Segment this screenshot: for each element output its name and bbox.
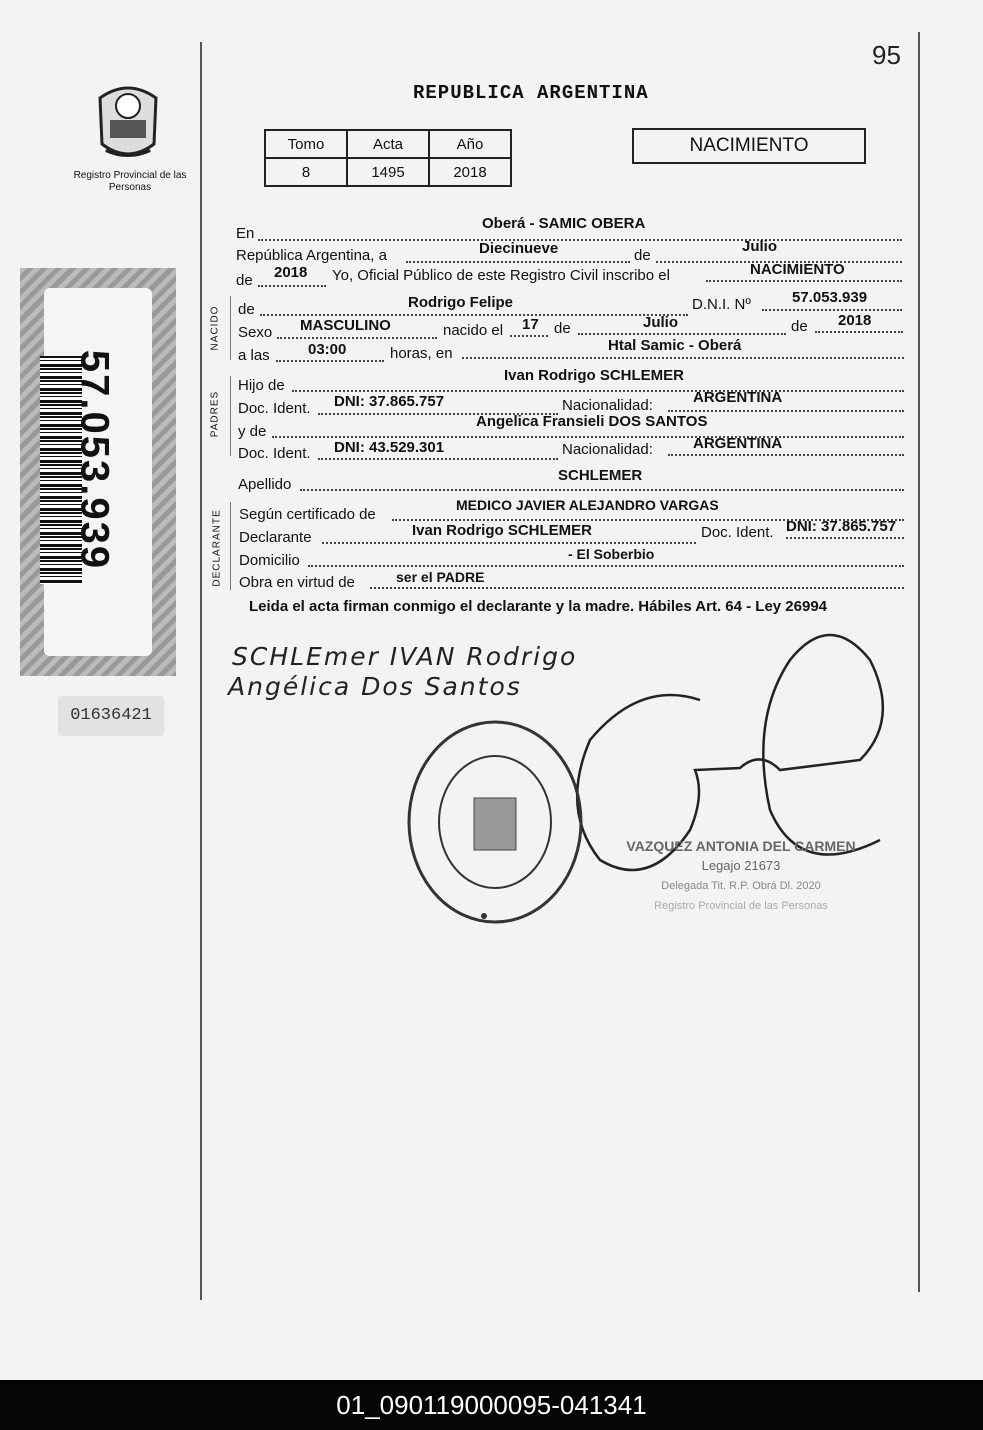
official-name: VAZQUEZ ANTONIA DEL CARMEN [626,838,856,854]
signature-mother: Angélica Dos Santos [228,672,522,701]
dotted-line [762,309,902,311]
value-mother-name: Angelica Fransieli DOS SANTOS [476,413,708,430]
label-doc-ident: Doc. Ident. [238,400,311,417]
dotted-line [277,337,437,339]
dotted-line [308,565,904,567]
value-month: Julio [742,238,778,255]
dotted-line [786,537,904,539]
side-label-nacido: NACIDO [209,305,221,351]
document-title: REPUBLICA ARGENTINA [413,82,649,104]
dotted-line [276,360,384,362]
value-mother-nationality: ARGENTINA [693,435,783,452]
dotted-line [406,261,630,263]
dotted-line [318,458,558,460]
label-y-de: y de [238,423,267,440]
label-republica: República Argentina, a [236,247,387,264]
value-birth-month: Julio [643,314,679,331]
label-apellido: Apellido [238,476,292,493]
official-title: Delegada Tit. R.P. Obrá Dl. 2020 [661,880,821,892]
label-dni-no: D.N.I. Nº [692,296,751,313]
value-registry-type: NACIMIENTO [750,261,845,278]
value-father-name: Ivan Rodrigo SCHLEMER [504,367,685,384]
value-birth-place: Htal Samic - Oberá [608,337,742,354]
value-child-dni: 57.053.939 [792,289,868,306]
dotted-line [510,335,548,337]
label-a-las: a las [238,347,270,364]
tomo-header: Tomo [265,130,347,158]
value-declarant: Ivan Rodrigo SCHLEMER [412,522,593,539]
signature-father: SCHLEmer IVAN Rodrigo [232,642,578,671]
dotted-line [292,390,904,392]
value-year: 2018 [274,264,308,281]
dotted-line [322,542,696,544]
value-certificate: MEDICO JAVIER ALEJANDRO VARGAS [456,497,719,513]
dotted-line [260,314,688,316]
official-seal-icon [404,716,586,928]
label-domicilio: Domicilio [239,552,300,569]
label-de-year: de [791,318,808,335]
official-stamp [626,836,856,916]
dotted-line [668,410,904,412]
value-birth-year: 2018 [838,312,872,329]
left-margin-line [200,42,202,1300]
label-de: de [634,247,651,264]
dotted-line [272,436,904,438]
label-nacido-el: nacido el [443,322,504,339]
value-mother-doc: DNI: 43.529.301 [334,439,445,456]
value-birth-time: 03:00 [308,341,347,358]
dotted-line [258,285,326,287]
label-hijo-de: Hijo de [238,377,285,394]
label-segun: Según certificado de [239,506,376,523]
value-sex: MASCULINO [300,317,391,334]
label-nacionalidad: Nacionalidad: [562,397,653,414]
label-nacionalidad2: Nacionalidad: [562,441,653,458]
dotted-line [815,331,903,333]
registry-label: Registro Provincial de las Personas [73,170,187,193]
value-day-words: Diecinueve [479,240,559,257]
record-table [264,129,512,187]
official-registry: Registro Provincial de las Personas [654,900,828,912]
dotted-line [578,333,786,335]
dotted-line [300,489,904,491]
bracket [230,502,231,590]
dotted-line [462,357,904,359]
value-child-name: Rodrigo Felipe [408,294,513,311]
label-declarante: Declarante [239,529,312,546]
label-obra: Obra en virtud de [239,574,355,591]
acta-value: 1495 [347,158,429,186]
value-address: - El Soberbio [568,546,655,562]
label-en: En [236,225,255,242]
bracket [230,296,231,360]
value-declarant-doc: DNI: 37.865.757 [786,518,897,535]
value-father-nationality: ARGENTINA [693,389,783,406]
side-label-padres: PADRES [209,390,221,438]
anio-value: 2018 [429,158,511,186]
anio-header: Año [429,130,511,158]
label-doc-ident2: Doc. Ident. [238,445,311,462]
serial-number: 01636421 [58,696,164,736]
label-de2: de [236,272,253,289]
dotted-line [706,280,902,282]
acta-header: Acta [347,130,429,158]
label-horas-en: horas, en [390,345,453,362]
legal-text: Leida el acta firman conmigo el declarante y la madre. Hábiles Art. 64 - Ley 26994 [249,598,828,615]
value-capacity: ser el PADRE [396,569,485,585]
province-crest-icon [92,76,164,166]
scan-footer-id: 01_090119000095-041341 [0,1380,983,1430]
record-type-box: NACIMIENTO [632,128,866,164]
right-margin-line [918,32,920,1292]
side-label-declarante: DECLARANTE [211,509,223,587]
label-doc-ident3: Doc. Ident. [701,524,774,541]
official-legajo: Legajo 21673 [701,858,781,873]
value-surname: SCHLEMER [558,467,643,484]
dotted-line [258,239,902,241]
value-father-doc: DNI: 37.865.757 [334,393,445,410]
value-place: Oberá - SAMIC OBERA [482,215,646,232]
dotted-line [668,454,904,456]
value-birth-day: 17 [522,316,539,333]
label-de-month: de [554,320,571,337]
barcode-number: 57.053.939 [72,349,117,571]
page-number: 95 [872,40,901,70]
label-oficial: Yo, Oficial Público de este Registro Civil inscribo el [332,267,670,284]
bracket [230,376,231,456]
dotted-line [370,587,904,589]
label-sexo: Sexo [238,324,273,341]
tomo-value: 8 [265,158,347,186]
label-de-name: de [238,301,255,318]
